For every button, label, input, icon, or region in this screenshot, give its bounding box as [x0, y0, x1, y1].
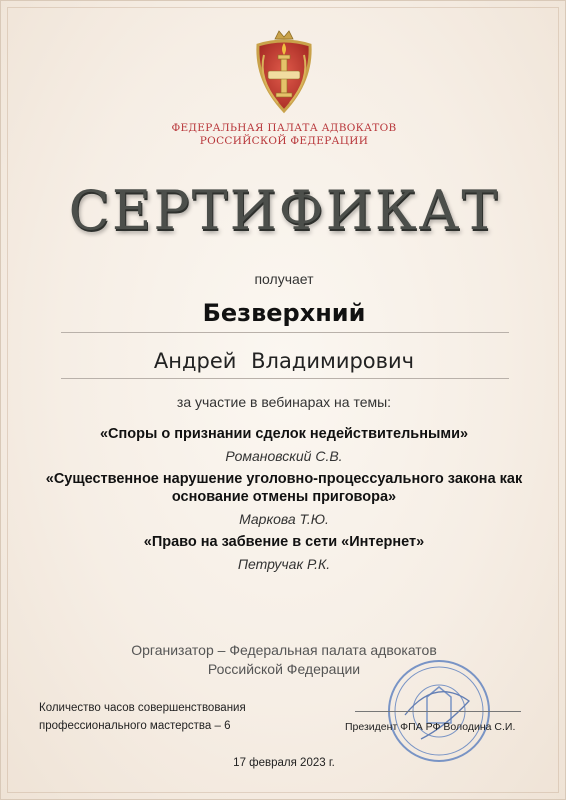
- topic-title: «Существенное нарушение уголовно-процессуального закона как основание отмены приговора»: [45, 471, 523, 505]
- organization-name-line1: ФЕДЕРАЛЬНАЯ ПАЛАТА АДВОКАТОВ: [171, 122, 397, 134]
- receives-label: получает: [254, 271, 314, 287]
- organizer-line1: Организатор – Федеральная палата адвокатов: [131, 642, 437, 658]
- issue-date: 17 февраля 2023 г.: [233, 757, 335, 769]
- organizer-line2: Российской Федерации: [207, 661, 361, 677]
- name-underline: [61, 332, 509, 333]
- webinar-topics: [21, 425, 547, 578]
- topic-item: [21, 533, 547, 573]
- hours-line1: Количество часов совершенствования: [39, 702, 246, 714]
- certificate-title: СЕРТИФИКАТ: [68, 179, 500, 242]
- topic-item: [21, 425, 547, 465]
- topic-author: Петручак Р.К.: [237, 556, 331, 572]
- name-underline: [61, 378, 509, 379]
- lawyers-chamber-emblem-icon: [248, 29, 320, 117]
- training-hours: [39, 699, 299, 735]
- topic-title: «Споры о признании сделок недействительными»: [99, 426, 469, 442]
- organization-name-line2: РОССИЙСКОЙ ФЕДЕРАЦИИ: [199, 135, 369, 147]
- topic-title: «Право на забвение в сети «Интернет»: [143, 534, 425, 550]
- recipient-given-names: Андрей Владимирович: [153, 349, 415, 373]
- recipient-surname: Безверхний: [202, 299, 366, 327]
- president-signature-label: Президент ФПА РФ Володина С.И.: [345, 721, 516, 733]
- topic-item: [21, 470, 547, 528]
- topic-author: Романовский С.В.: [225, 448, 343, 464]
- signature-line: [355, 711, 521, 712]
- topic-author: Маркова Т.Ю.: [239, 511, 329, 527]
- hours-line2: профессионального мастерства – 6: [39, 720, 231, 732]
- participation-label: за участие в вебинарах на темы:: [176, 394, 392, 410]
